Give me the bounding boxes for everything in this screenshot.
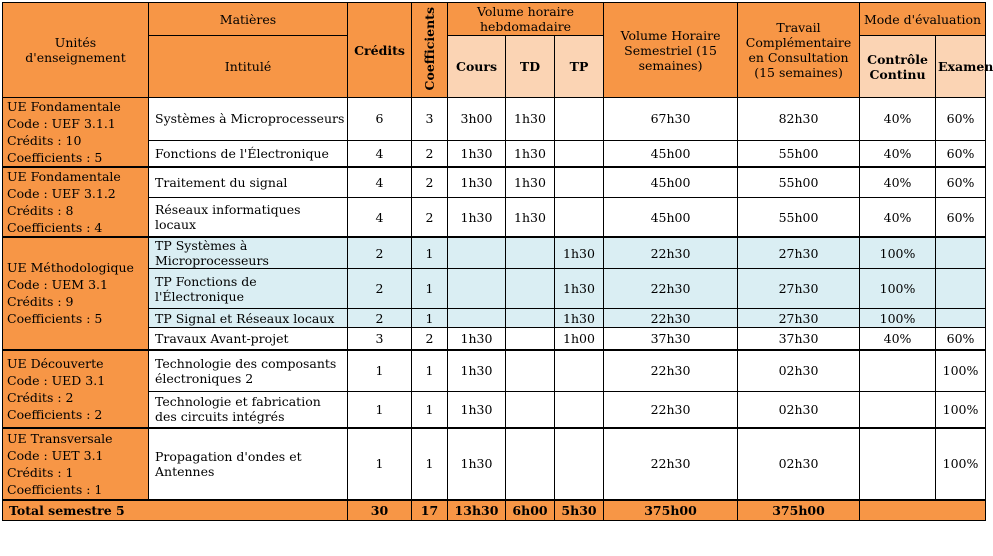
cell-coef: 1 [412, 237, 448, 269]
ue-cell [3, 98, 149, 168]
table-row [3, 237, 986, 269]
ue-line: UE Fondamentale [7, 99, 121, 114]
header-mode-evaluation: Mode d'évaluation [860, 3, 986, 36]
ue-line: Code : UET 3.1 [7, 447, 104, 463]
ue-line: UE Méthodologique [7, 260, 134, 276]
ue-cell [3, 237, 149, 350]
cell-examen: 60% [936, 328, 986, 350]
cell-tp: 1h00 [555, 328, 604, 350]
cell-credits: 2 [348, 237, 412, 269]
subject-name: TP Systèmes à Microprocesseurs [149, 237, 348, 269]
semester-table-container [2, 2, 993, 521]
cell-tp [555, 98, 604, 141]
cell-examen [936, 237, 986, 269]
ue-line: Coefficients : 5 [7, 150, 103, 165]
cell-cc: 40% [860, 140, 936, 167]
subject-name: Technologie et fabrication des circuits intégrés [149, 392, 348, 428]
cell-td [506, 309, 555, 328]
cell-tp [555, 167, 604, 198]
cell-credits: 4 [348, 140, 412, 167]
total-row [3, 500, 986, 521]
total-td: 6h00 [506, 500, 555, 521]
ue-line: UE Transversale [7, 430, 113, 446]
total-evaluation-empty [860, 500, 986, 521]
total-label: Total semestre 5 [3, 500, 348, 521]
cell-cours: 1h30 [448, 328, 506, 350]
table-row [3, 428, 986, 500]
table-row [3, 328, 986, 350]
cell-credits: 4 [348, 198, 412, 237]
cell-cours: 1h30 [448, 392, 506, 428]
ue-line: Crédits : 10 [7, 133, 82, 148]
subject-name: Technologie des composants électroniques 2 [149, 350, 348, 392]
header-examen: Examen [936, 36, 986, 98]
cell-examen: 60% [936, 140, 986, 167]
cell-td: 1h30 [506, 167, 555, 198]
semester-table [2, 2, 993, 521]
table-row [3, 98, 986, 141]
cell-vhs: 37h30 [604, 328, 738, 350]
cell-credits: 2 [348, 309, 412, 328]
subject-name: Réseaux informatiques locaux [149, 198, 348, 237]
table-row [3, 140, 986, 167]
cell-travail: 55h00 [738, 198, 860, 237]
table-body [3, 98, 986, 521]
cell-td [506, 237, 555, 269]
cell-tp [555, 140, 604, 167]
table-row [3, 350, 986, 392]
cell-vhs: 67h30 [604, 98, 738, 141]
subject-name: Fonctions de l'Électronique [149, 140, 348, 167]
cell-travail: 02h30 [738, 392, 860, 428]
cell-cours: 1h30 [448, 428, 506, 500]
table-row [3, 269, 986, 309]
ue-line: Crédits : 9 [7, 294, 74, 310]
header-td: TD [506, 36, 555, 98]
ue-line: Coefficients : 5 [7, 311, 103, 327]
cell-td [506, 392, 555, 428]
cell-tp: 1h30 [555, 237, 604, 269]
subject-name: Systèmes à Microprocesseurs [149, 98, 348, 141]
cell-cours: 1h30 [448, 350, 506, 392]
cell-credits: 1 [348, 392, 412, 428]
cell-cc: 40% [860, 198, 936, 237]
ue-cell [3, 428, 149, 500]
cell-credits: 1 [348, 350, 412, 392]
cell-travail: 82h30 [738, 98, 860, 141]
cell-coef: 3 [412, 98, 448, 141]
ue-line: Code : UED 3.1 [7, 372, 106, 388]
cell-coef: 1 [412, 428, 448, 500]
cell-examen: 100% [936, 392, 986, 428]
cell-td: 1h30 [506, 198, 555, 237]
cell-coef: 1 [412, 392, 448, 428]
cell-cc [860, 428, 936, 500]
cell-cc: 40% [860, 167, 936, 198]
cell-coef: 1 [412, 350, 448, 392]
ue-line: UE Découverte [7, 355, 104, 371]
cell-vhs: 22h30 [604, 350, 738, 392]
cell-vhs: 22h30 [604, 428, 738, 500]
header-credits: Crédits [348, 3, 412, 98]
cell-vhs: 45h00 [604, 198, 738, 237]
cell-tp [555, 198, 604, 237]
header-cours: Cours [448, 36, 506, 98]
cell-coef: 1 [412, 309, 448, 328]
ue-cell [3, 167, 149, 237]
ue-line: UE Fondamentale [7, 169, 121, 184]
header-coefficients: Coefficients [412, 3, 448, 98]
cell-examen [936, 309, 986, 328]
subject-name: TP Signal et Réseaux locaux [149, 309, 348, 328]
cell-tp [555, 392, 604, 428]
cell-vhs: 45h00 [604, 140, 738, 167]
ue-line: Code : UEF 3.1.2 [7, 186, 116, 201]
subject-name: Travaux Avant-projet [149, 328, 348, 350]
cell-cours [448, 237, 506, 269]
cell-coef: 1 [412, 269, 448, 309]
header-unites: Unités d'enseignement [3, 3, 149, 98]
cell-travail: 02h30 [738, 350, 860, 392]
ue-line: Coefficients : 1 [7, 481, 103, 497]
ue-line: Crédits : 2 [7, 389, 74, 405]
cell-cc: 40% [860, 98, 936, 141]
cell-coef: 2 [412, 198, 448, 237]
cell-tp [555, 428, 604, 500]
total-credits: 30 [348, 500, 412, 521]
cell-coef: 2 [412, 140, 448, 167]
ue-line: Coefficients : 4 [7, 220, 103, 235]
cell-td: 1h30 [506, 140, 555, 167]
cell-cc [860, 392, 936, 428]
header-travail-complementaire: Travail Complémentaire en Consultation (15 semaines) [738, 3, 860, 98]
cell-credits: 3 [348, 328, 412, 350]
cell-td [506, 328, 555, 350]
cell-coef: 2 [412, 328, 448, 350]
cell-cc: 100% [860, 269, 936, 309]
cell-cc: 100% [860, 237, 936, 269]
cell-coef: 2 [412, 167, 448, 198]
cell-credits: 4 [348, 167, 412, 198]
cell-cc: 40% [860, 328, 936, 350]
subject-name: Traitement du signal [149, 167, 348, 198]
table-row [3, 392, 986, 428]
cell-vhs: 22h30 [604, 309, 738, 328]
cell-td [506, 428, 555, 500]
cell-cours: 3h00 [448, 98, 506, 141]
cell-vhs: 45h00 [604, 167, 738, 198]
cell-cours [448, 269, 506, 309]
cell-examen: 60% [936, 167, 986, 198]
cell-cc [860, 350, 936, 392]
header-controle-continu: Contrôle Continu [860, 36, 936, 98]
cell-credits: 6 [348, 98, 412, 141]
cell-cours: 1h30 [448, 198, 506, 237]
cell-cours [448, 309, 506, 328]
cell-credits: 2 [348, 269, 412, 309]
cell-cours: 1h30 [448, 167, 506, 198]
subject-name: TP Fonctions de l'Électronique [149, 269, 348, 309]
cell-vhs: 22h30 [604, 237, 738, 269]
ue-line: Crédits : 8 [7, 203, 74, 218]
cell-travail: 27h30 [738, 237, 860, 269]
cell-vhs: 22h30 [604, 392, 738, 428]
total-travail: 375h00 [738, 500, 860, 521]
cell-examen: 100% [936, 428, 986, 500]
cell-examen: 100% [936, 350, 986, 392]
table-row [3, 198, 986, 237]
cell-examen: 60% [936, 98, 986, 141]
cell-td [506, 269, 555, 309]
total-coef: 17 [412, 500, 448, 521]
ue-cell [3, 350, 149, 428]
cell-travail: 55h00 [738, 140, 860, 167]
cell-travail: 37h30 [738, 328, 860, 350]
ue-line: Coefficients : 2 [7, 406, 103, 422]
cell-travail: 02h30 [738, 428, 860, 500]
total-vhs: 375h00 [604, 500, 738, 521]
cell-cc: 100% [860, 309, 936, 328]
cell-tp: 1h30 [555, 309, 604, 328]
cell-vhs: 22h30 [604, 269, 738, 309]
cell-examen [936, 269, 986, 309]
cell-travail: 55h00 [738, 167, 860, 198]
cell-td: 1h30 [506, 98, 555, 141]
header-volume-hebdo: Volume horaire hebdomadaire [448, 3, 604, 36]
header-intitule: Intitulé [149, 36, 348, 98]
cell-tp [555, 350, 604, 392]
cell-travail: 27h30 [738, 269, 860, 309]
table-row [3, 167, 986, 198]
ue-line: Code : UEF 3.1.1 [7, 116, 116, 131]
table-row [3, 309, 986, 328]
ue-line: Code : UEM 3.1 [7, 277, 108, 293]
cell-examen: 60% [936, 198, 986, 237]
cell-cours: 1h30 [448, 140, 506, 167]
cell-td [506, 350, 555, 392]
total-cours: 13h30 [448, 500, 506, 521]
header-volume-semestriel: Volume Horaire Semestriel (15 semaines) [604, 3, 738, 98]
cell-tp: 1h30 [555, 269, 604, 309]
header-matieres: Matières [149, 3, 348, 36]
cell-travail: 27h30 [738, 309, 860, 328]
cell-credits: 1 [348, 428, 412, 500]
total-tp: 5h30 [555, 500, 604, 521]
subject-name: Propagation d'ondes et Antennes [149, 428, 348, 500]
ue-line: Crédits : 1 [7, 464, 74, 480]
header-tp: TP [555, 36, 604, 98]
